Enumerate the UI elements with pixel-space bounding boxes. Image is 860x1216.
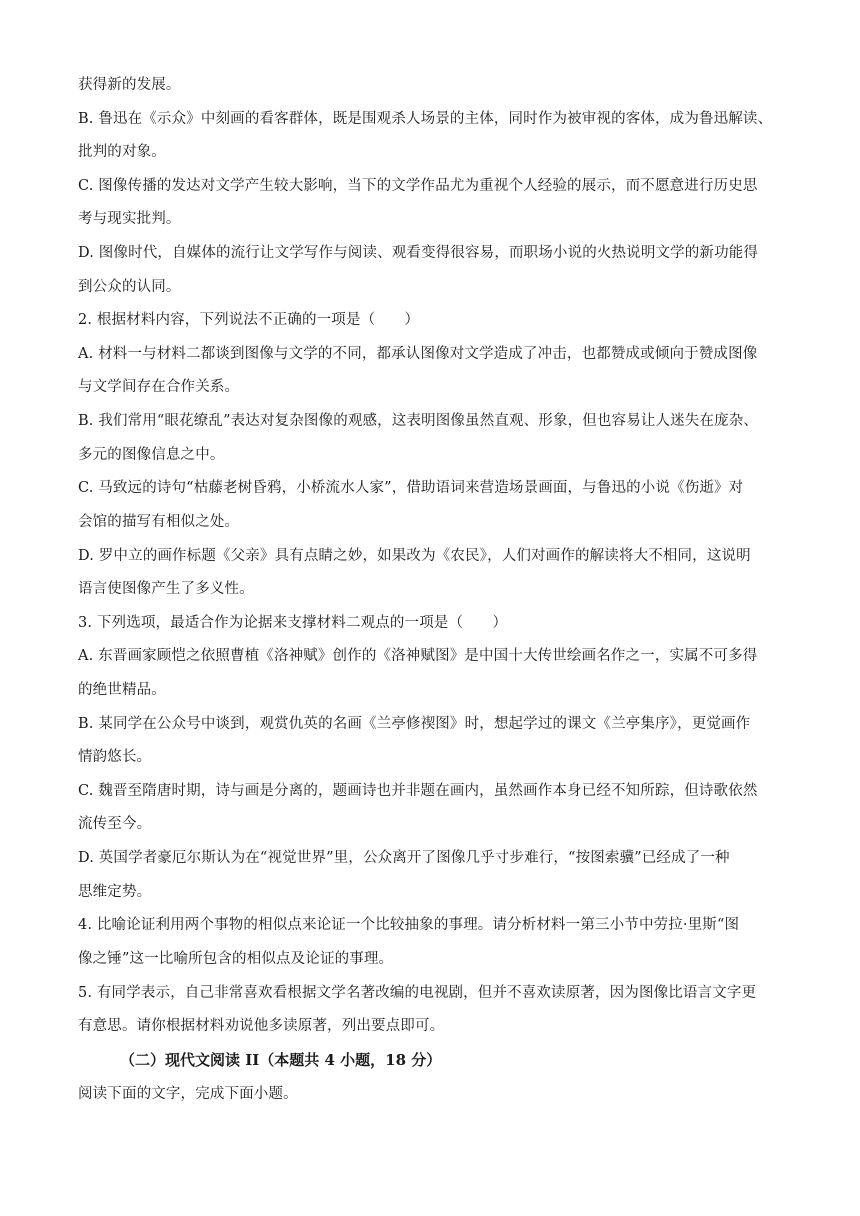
text-line: 情韵悠长。 [78,749,152,765]
text-line: 会馆的描写有相似之处。 [78,514,240,530]
text-line: C. 马致远的诗句“枯藤老树昏鸦，小桥流水人家”，借助语词来营造场景画面，与鲁迅的小说《伤逝》对 [78,480,744,496]
text-line: A. 材料一与材料二都谈到图像与文学的不同，都承认图像对文学造成了冲击，也都赞成或倾向于赞成图像 [78,346,758,362]
text-line: D. 图像时代，自媒体的流行让文学写作与阅读、观看变得很容易，而职场小说的火热说明文学的新功能得 [78,245,759,261]
section-heading: （二）现代文阅读 II（本题共 4 小题，18 分） [120,1051,442,1069]
text-line: 获得新的发展。 [78,77,181,93]
text-line: 有意思。请你根据材料劝说他多读原著，列出要点即可。 [78,1018,445,1034]
text-line: 流传至今。 [78,816,152,832]
text-line: B. 我们常用“眼花缭乱”表达对复杂图像的观感，这表明图像虽然直观、形象，但也容易让人迷失在庞杂、 [78,413,759,429]
text-line: 语言使图像产生了多义性。 [78,581,254,597]
question-4-stem: 4. 比喻论证利用两个事物的相似点来论证一个比较抽象的事理。请分析材料一第三小节中劳拉·里斯“图 [78,917,740,933]
question-2-stem: 2. 根据材料内容，下列说法不正确的一项是（ ） [78,312,420,328]
text-line: D. 罗中立的画作标题《父亲》具有点睛之妙，如果改为《农民》，人们对画作的解读将大不相同，这说明 [78,548,751,564]
text-line: A. 东晋画家顾恺之依照曹植《洛神赋》创作的《洛神赋图》是中国十大传世绘画名作之一，实属不可多得 [78,648,758,664]
text-line: 的绝世精品。 [78,682,166,698]
text-line: 与文学间存在合作关系。 [78,379,240,395]
text-line: D. 英国学者豪厄尔斯认为在“视觉世界”里，公众离开了图像几乎寸步难行，“按图索骥”已经成了一种 [78,850,730,866]
text-line: 像之锤”这一比喻所包含的相似点及论证的事理。 [78,951,394,967]
text-line: 考与现实批判。 [78,211,181,227]
text-line: B. 某同学在公众号中谈到，观赏仇英的名画《兰亭修禊图》时，想起学过的课文《兰亭集序》，更觉画作 [78,716,751,732]
text-line: 思维定势。 [78,884,152,900]
instruction-text: 阅读下面的文字，完成下面小题。 [78,1086,298,1102]
text-line: C. 魏晋至隋唐时期，诗与画是分离的，题画诗也并非题在画内，虽然画作本身已经不知所踪，但诗歌依然 [78,783,758,799]
text-line: 批判的对象。 [78,144,166,160]
text-line: B. 鲁迅在《示众》中刻画的看客群体，既是围观杀人场景的主体，同时作为被审视的客体，成为鲁迅解读、 [78,111,773,127]
question-3-stem: 3. 下列选项，最适合作为论据来支撑材料二观点的一项是（ ） [78,615,508,631]
text-line: 到公众的认同。 [78,279,181,295]
text-line: C. 图像传播的发达对文学产生较大影响，当下的文学作品尤为重视个人经验的展示，而不愿意进行历史思 [78,178,758,194]
text-line: 多元的图像信息之中。 [78,447,225,463]
question-5-stem: 5. 有同学表示，自己非常喜欢看根据文学名著改编的电视剧，但并不喜欢读原著，因为图像比语言文字更 [78,985,757,1001]
